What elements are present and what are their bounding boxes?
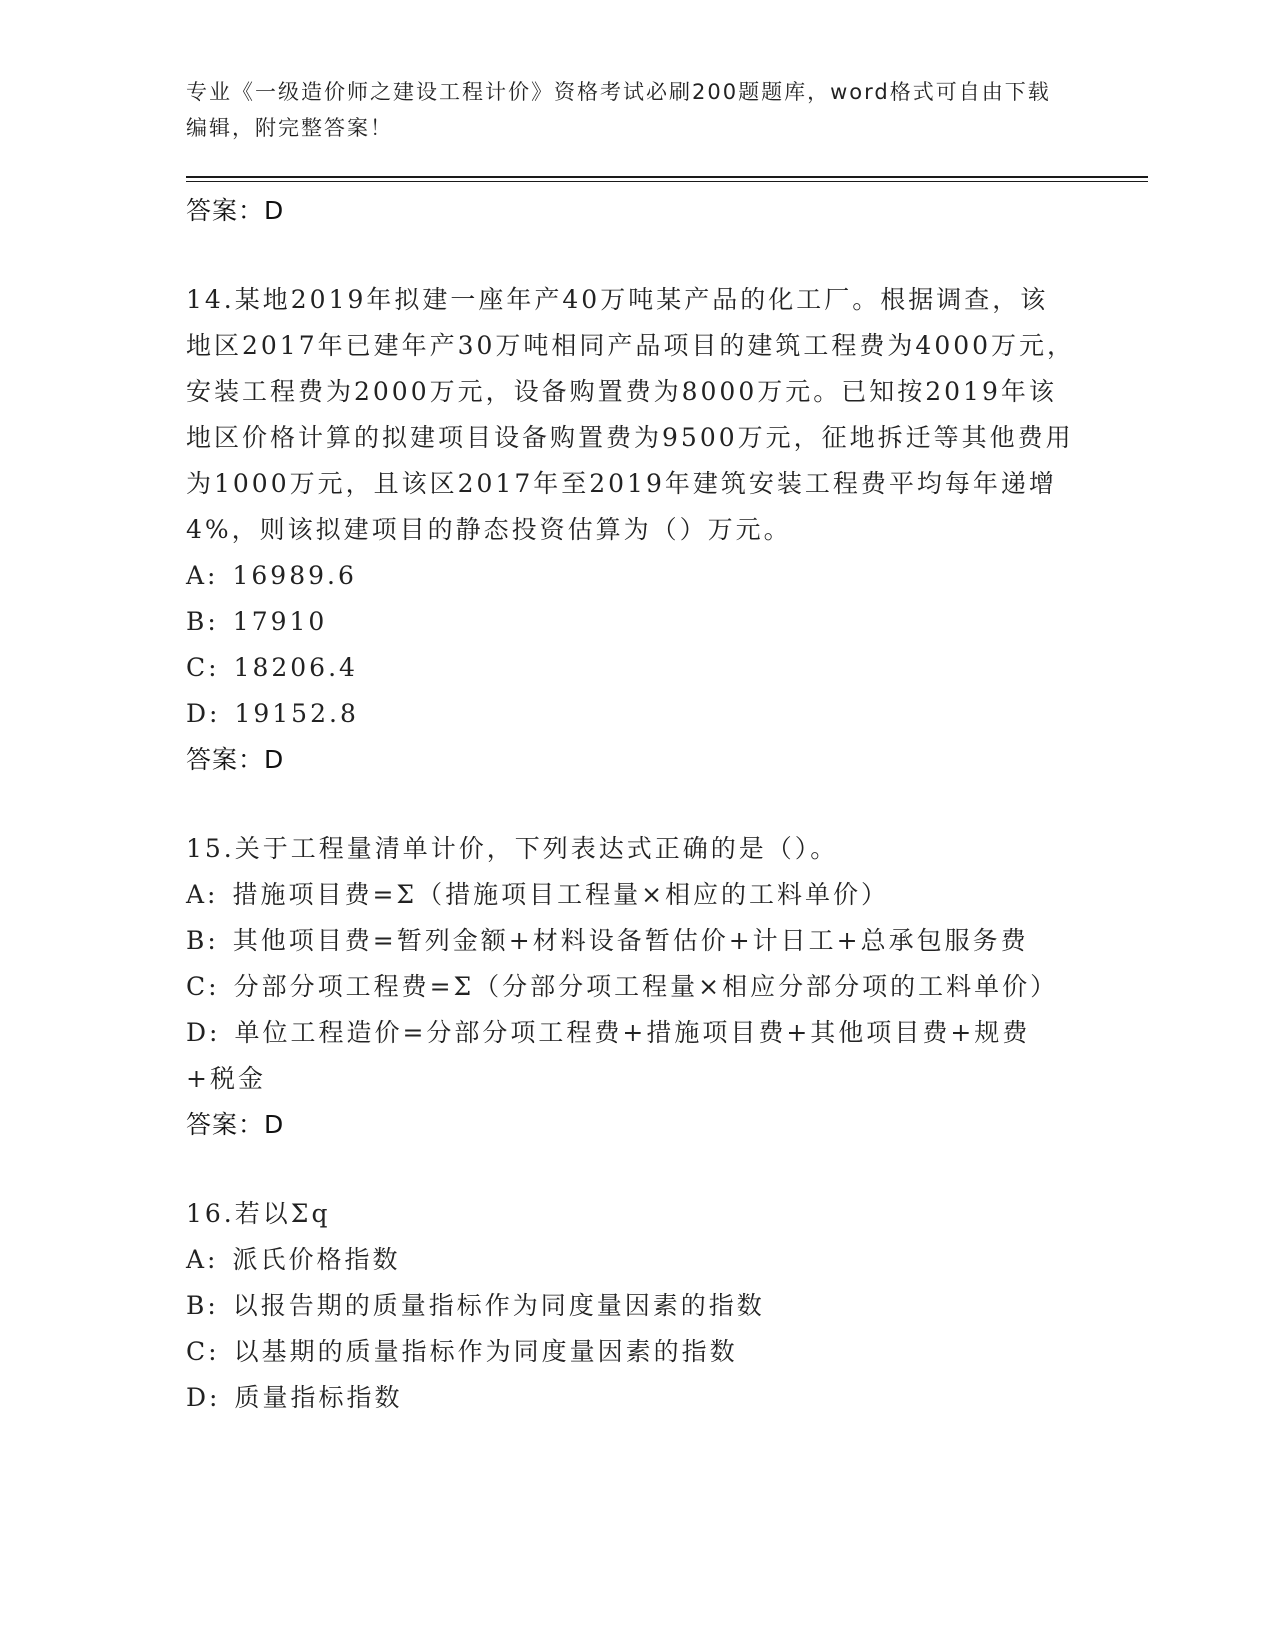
option-text: 措施项目费=Σ（措施项目工程量×相应的工料单价） — [232, 880, 890, 909]
question-text: 某地2019年拟建一座年产40万吨某产品的化工厂。根据调查，该地区2017年已建年产30万吨相同产品项目的建筑工程费为4000万元，安装工程费为2000万元，设备购置费为8000万元。已知按2019年该地区价格计算的拟建项目设备购置费为9500万元，征地拆迁等其他费用为1000万元，且该区2017年至2019年建筑安装工程费平均每年递增4%，则该拟建项目的静态投资估算为（）万元。 — [186, 285, 1076, 544]
option-text: 16989.6 — [232, 561, 357, 590]
option-c — [186, 964, 1076, 1010]
option-letter: B: — [186, 607, 219, 636]
option-letter: D: — [186, 699, 221, 728]
question-number: 16. — [186, 1199, 235, 1228]
question-stem — [186, 826, 1076, 872]
option-a — [186, 872, 1076, 918]
option-c — [186, 1329, 1076, 1375]
answer-label: 答案： — [186, 196, 265, 225]
question-number: 14. — [186, 285, 235, 314]
document-header: 专业《一级造价师之建设工程计价》资格考试必刷200题题库，word格式可自由下载编辑，附完整答案！ — [186, 80, 1051, 140]
option-b — [186, 1283, 1076, 1329]
option-letter: A: — [186, 561, 219, 590]
option-d — [186, 691, 1076, 737]
question-block — [186, 1191, 1076, 1421]
option-letter: C: — [186, 653, 220, 682]
question-stem — [186, 1191, 1076, 1237]
option-a — [186, 553, 1076, 599]
option-text: 质量指标指数 — [234, 1383, 403, 1412]
header-divider-thick — [186, 176, 1148, 178]
answer-value: D — [264, 1110, 285, 1139]
answer-label: 答案： — [186, 1110, 265, 1139]
option-d — [186, 1375, 1076, 1421]
option-a — [186, 1237, 1076, 1283]
option-letter: A: — [186, 1245, 219, 1274]
answer-line — [186, 737, 1076, 783]
option-text: 18206.4 — [233, 653, 358, 682]
question-text: 关于工程量清单计价，下列表达式正确的是（）。 — [234, 834, 839, 863]
question-text: 若以Σq — [234, 1199, 331, 1228]
option-text: 单位工程造价=分部分项工程费+措施项目费+其他项目费+规费+税金 — [186, 1018, 1031, 1093]
document-body — [186, 188, 1076, 1421]
option-text: 派氏价格指数 — [232, 1245, 401, 1274]
option-letter: A: — [186, 880, 219, 909]
question-stem — [186, 277, 1076, 553]
answer-value: D — [264, 196, 285, 225]
option-letter: C: — [186, 1337, 220, 1366]
option-b — [186, 599, 1076, 645]
option-b — [186, 918, 1076, 964]
option-c — [186, 645, 1076, 691]
option-letter: B: — [186, 1291, 219, 1320]
question-block — [186, 826, 1076, 1148]
option-letter: D: — [186, 1383, 221, 1412]
answer-label: 答案： — [186, 745, 265, 774]
option-text: 以报告期的质量指标作为同度量因素的指数 — [232, 1291, 765, 1320]
question-block — [186, 277, 1076, 783]
option-d — [186, 1010, 1076, 1102]
option-text: 19152.8 — [234, 699, 359, 728]
option-text: 分部分项工程费=Σ（分部分项工程量×相应分部分项的工料单价） — [233, 972, 1059, 1001]
answer-line — [186, 188, 1076, 234]
option-text: 17910 — [232, 607, 328, 636]
header-divider-thin — [186, 181, 1148, 182]
option-letter: D: — [186, 1018, 221, 1047]
answer-line — [186, 1102, 1076, 1148]
option-letter: C: — [186, 972, 220, 1001]
answer-value: D — [264, 745, 285, 774]
option-text: 以基期的质量指标作为同度量因素的指数 — [233, 1337, 738, 1366]
option-text: 其他项目费=暂列金额+材料设备暂估价+计日工+总承包服务费 — [232, 926, 1029, 955]
option-letter: B: — [186, 926, 219, 955]
question-number: 15. — [186, 834, 235, 863]
